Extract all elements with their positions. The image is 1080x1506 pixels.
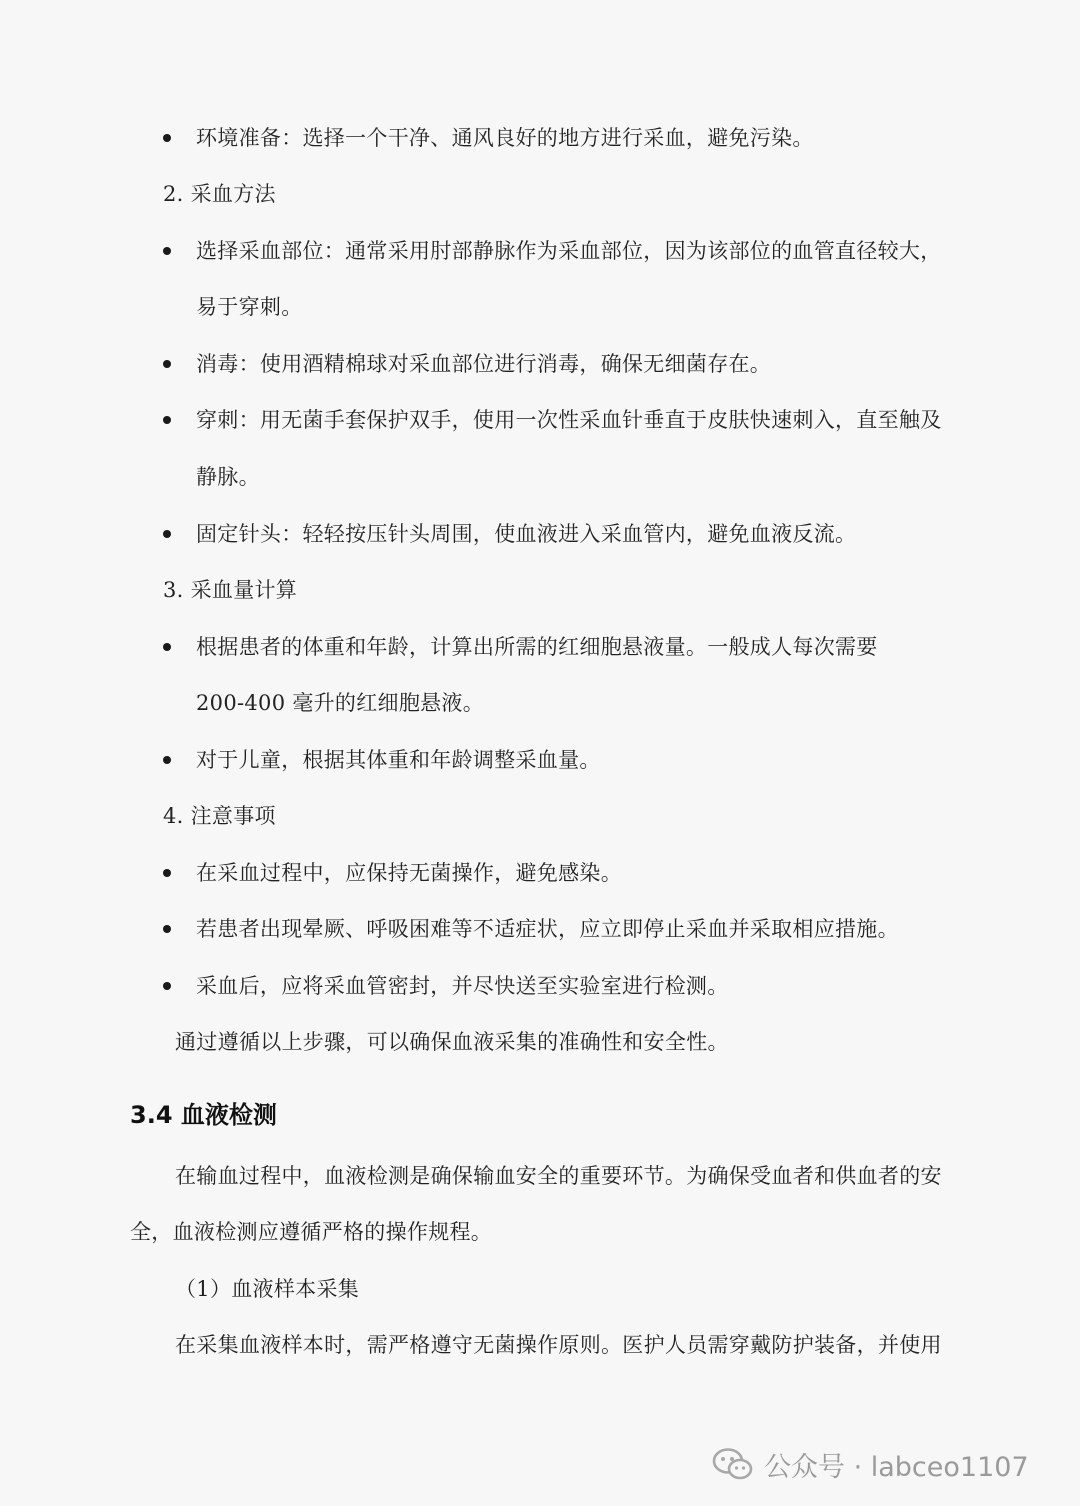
bullet-dot [163, 643, 171, 651]
paragraph-1-line1: 在输血过程中，血液检测是确保输血安全的重要环节。为确保受血者和供血者的安 [175, 1164, 942, 1188]
bullet-dot [163, 134, 171, 142]
bullet-dot [163, 756, 171, 764]
section-heading: 3.4 血液检测 [130, 1101, 277, 1129]
bullet-dot [163, 925, 171, 933]
bullet-dot [163, 982, 171, 990]
paragraph-2-line1: 在采集血液样本时，需严格遵守无菌操作原则。医护人员需穿戴防护装备，并使用 [175, 1333, 942, 1357]
bullet-dot [163, 869, 171, 877]
bullet-dot [163, 416, 171, 424]
subheading-sample: （1）血液样本采集 [175, 1277, 360, 1301]
bullet-volume-line2: 200-400 毫升的红细胞悬液。 [196, 691, 485, 715]
wechat-icon [712, 1446, 754, 1482]
bullet-disinfect: 消毒：使用酒精棉球对采血部位进行消毒，确保无细菌存在。 [196, 352, 772, 376]
bullet-dot [163, 530, 171, 538]
bullet-aseptic: 在采血过程中，应保持无菌操作，避免感染。 [196, 861, 622, 885]
summary-text: 通过遵循以上步骤，可以确保血液采集的准确性和安全性。 [175, 1030, 729, 1054]
bullet-environment: 环境准备：选择一个干净、通风良好的地方进行采血，避免污染。 [196, 126, 814, 150]
numbered-item-4: 4. 注意事项 [163, 804, 276, 828]
paragraph-1-line2: 全，血液检测应遵循严格的操作规程。 [130, 1220, 493, 1244]
numbered-item-2: 2. 采血方法 [163, 182, 276, 206]
bullet-site-line1: 选择采血部位：通常采用肘部静脉作为采血部位，因为该部位的血管直径较大， [196, 239, 942, 263]
bullet-puncture-line1: 穿刺：用无菌手套保护双手，使用一次性采血针垂直于皮肤快速刺入，直至触及 [196, 408, 942, 432]
bullet-puncture-line2: 静脉。 [196, 465, 260, 489]
watermark [712, 1444, 1029, 1484]
bullet-dot [163, 247, 171, 255]
numbered-item-3: 3. 采血量计算 [163, 578, 298, 602]
bullet-children: 对于儿童，根据其体重和年龄调整采血量。 [196, 748, 601, 772]
watermark-text: 公众号 · labceo1107 [764, 1451, 1029, 1483]
bullet-site-line2: 易于穿刺。 [196, 295, 303, 319]
bullet-volume-line1: 根据患者的体重和年龄，计算出所需的红细胞悬液量。一般成人每次需要 [196, 635, 878, 659]
bullet-dot [163, 360, 171, 368]
bullet-after: 采血后，应将采血管密封，并尽快送至实验室进行检测。 [196, 974, 729, 998]
bullet-fix-needle: 固定针头：轻轻按压针头周围，使血液进入采血管内，避免血液反流。 [196, 522, 857, 546]
bullet-adverse: 若患者出现晕厥、呼吸困难等不适症状，应立即停止采血并采取相应措施。 [196, 917, 899, 941]
